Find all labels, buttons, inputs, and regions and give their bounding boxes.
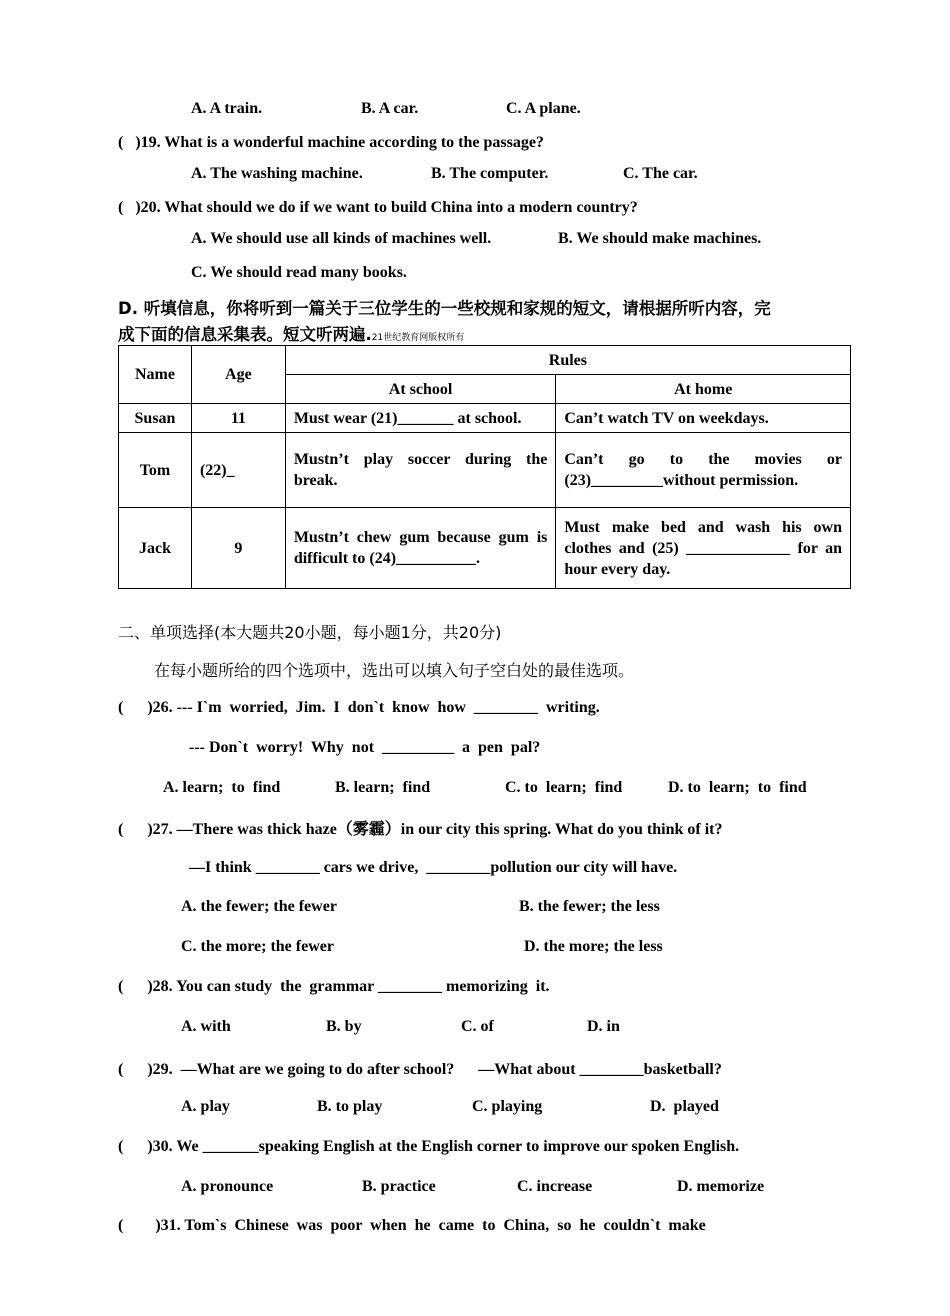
q29-option-d: D. played	[650, 1098, 719, 1115]
q30-option-c: C. increase	[517, 1178, 593, 1195]
q19-option-a: A. The washing machine.	[191, 165, 363, 182]
section2-instruction: 在每小题所给的四个选项中，选出可以填入句子空白处的最佳选项。	[154, 661, 635, 680]
q20-option-a: A. We should use all kinds of machines well.	[191, 230, 492, 247]
q20-stem: ( )20. What should we do if we want to build China into a modern country?	[118, 199, 638, 216]
q27-option-a: A. the fewer; the fewer	[181, 898, 337, 915]
q19-option-c: C. The car.	[623, 165, 698, 182]
row-name: Tom	[119, 433, 192, 508]
row-school-rule: Mustn’t chew gum because gum is difficult to (24)__________.	[285, 508, 556, 589]
q28-option-b: B. by	[326, 1018, 362, 1035]
q30-stem: ( )30. We _______speaking English at the English corner to improve our spoken English.	[118, 1138, 740, 1155]
q31-stem: ( )31. Tom`s Chinese was poor when he came to China, so he couldn`t make	[118, 1217, 706, 1234]
q27-line2: —I think ________ cars we drive, ________pollution our city will have.	[189, 859, 678, 876]
header-age: Age	[191, 346, 285, 404]
q28-option-c: C. of	[461, 1018, 494, 1035]
q26-line2: --- Don`t worry! Why not _________ a pen pal?	[189, 739, 541, 756]
row-school-rule: Must wear (21)_______ at school.	[285, 404, 556, 433]
q28-stem: ( )28. You can study the grammar ________ memorizing it.	[118, 978, 550, 995]
table-row	[119, 404, 851, 433]
row-home-rule: Can’t watch TV on weekdays.	[556, 404, 851, 433]
q20-option-c: C. We should read many books.	[191, 264, 407, 281]
info-table	[118, 345, 851, 589]
q27-option-d: D. the more; the less	[524, 938, 663, 955]
header-name: Name	[119, 346, 192, 404]
q30-option-d: D. memorize	[677, 1178, 765, 1195]
watermark-text: 21世纪教育网版权所有	[371, 333, 465, 343]
header-rules: Rules	[285, 346, 850, 375]
q26-stem: ( )26. --- I`m worried, Jim. I don`t know how ________ writing.	[118, 699, 600, 716]
row-name: Susan	[119, 404, 192, 433]
q18-option-a: A. A train.	[191, 100, 263, 117]
header-at-school: At school	[285, 375, 556, 404]
q18-option-c: C. A plane.	[506, 100, 581, 117]
q19-option-b: B. The computer.	[431, 165, 549, 182]
q30-option-a: A. pronounce	[181, 1178, 274, 1195]
row-age: 11	[191, 404, 285, 433]
q27-option-c: C. the more; the fewer	[181, 938, 334, 955]
row-school-rule: Mustn’t play soccer during the break.	[285, 433, 556, 508]
q29-option-b: B. to play	[317, 1098, 383, 1115]
q26-option-c: C. to learn; find	[505, 779, 623, 796]
section-d-line2: 成下面的信息采集表。短文听两遍.	[118, 325, 372, 344]
q26-option-b: B. learn; find	[335, 779, 431, 796]
q27-stem: ( )27. —There was thick haze（雾霾）in our city this spring. What do you think of it?	[118, 821, 723, 838]
q30-option-b: B. practice	[362, 1178, 436, 1195]
row-name: Jack	[119, 508, 192, 589]
section2-title: 二、单项选择(本大题共20小题，每小题1分，共20分)	[118, 623, 502, 642]
q18-option-b: B. A car.	[361, 100, 419, 117]
q29-stem: ( )29. —What are we going to do after school? —What about ________basketball?	[118, 1061, 722, 1078]
q26-option-d: D. to learn; to find	[668, 779, 807, 796]
q19-stem: ( )19. What is a wonderful machine according to the passage?	[118, 134, 544, 151]
section-d-line1: D. 听填信息，你将听到一篇关于三位学生的一些校规和家规的短文，请根据所听内容，完	[118, 299, 771, 318]
q28-option-d: D. in	[587, 1018, 620, 1035]
table-row	[119, 508, 851, 589]
row-age: (22)_	[191, 433, 285, 508]
row-home-rule: Must make bed and wash his own clothes and (25) _____________ for an hour every day.	[556, 508, 851, 589]
row-age: 9	[191, 508, 285, 589]
q27-option-b: B. the fewer; the less	[519, 898, 660, 915]
table-row	[119, 433, 851, 508]
header-at-home: At home	[556, 375, 851, 404]
q20-option-b: B. We should make machines.	[558, 230, 762, 247]
q29-option-c: C. playing	[472, 1098, 543, 1115]
q28-option-a: A. with	[181, 1018, 231, 1035]
row-home-rule: Can’t go to the movies or (23)_________without permission.	[556, 433, 851, 508]
q29-option-a: A. play	[181, 1098, 230, 1115]
q26-option-a: A. learn; to find	[163, 779, 281, 796]
